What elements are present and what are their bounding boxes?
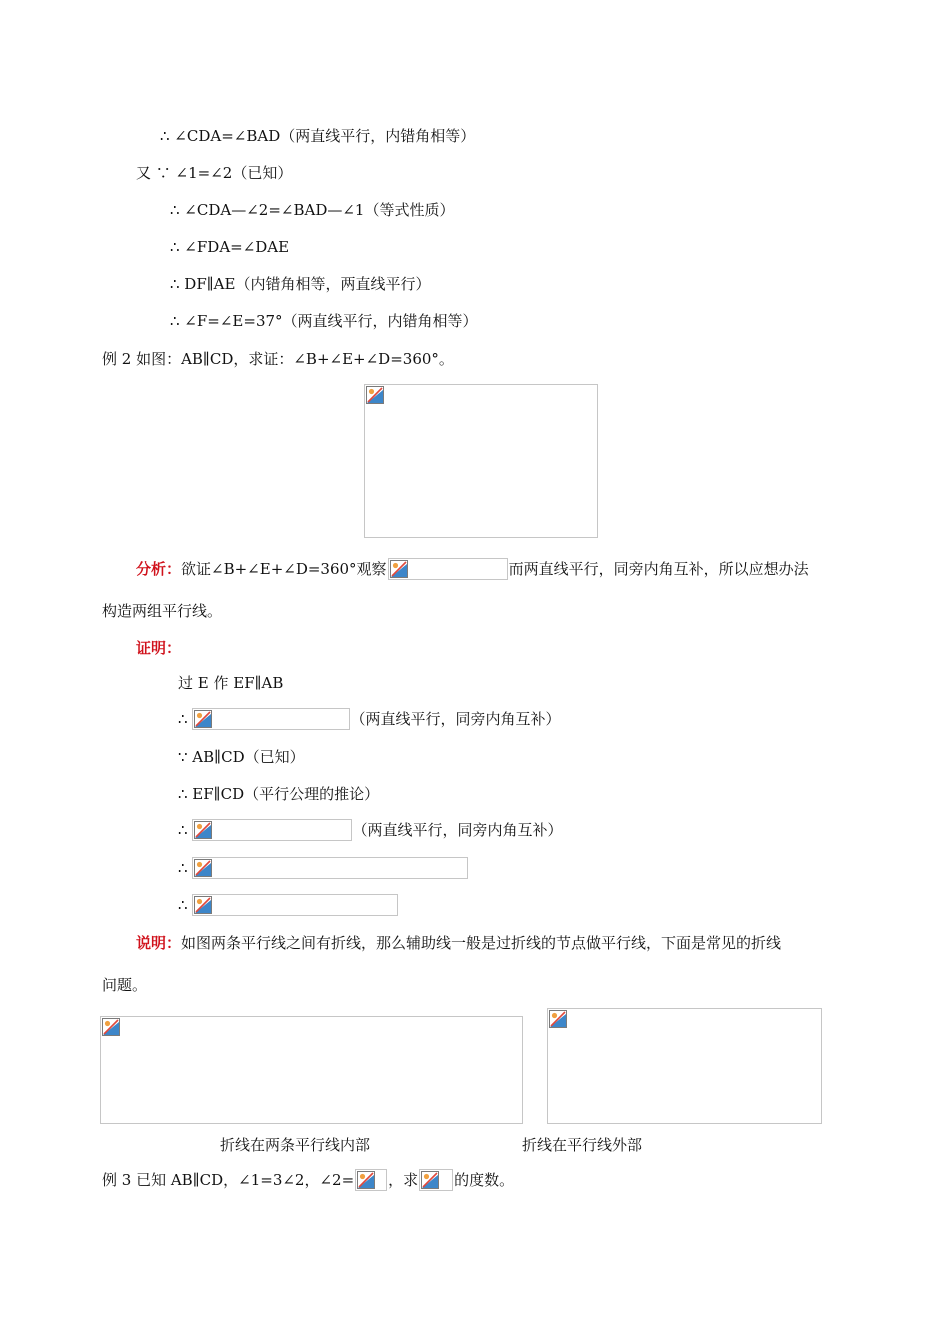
formula-placeholder xyxy=(192,894,398,916)
analysis-line-2: 构造两组平行线。 xyxy=(102,602,223,620)
proof2-step-2-reason: （两直线平行，同旁内角互补） xyxy=(350,710,561,728)
note-line-1 xyxy=(136,933,781,953)
proof2-label: 证明： xyxy=(136,639,182,657)
broken-image-icon xyxy=(194,859,212,877)
proof2-step-4: ∴ EF∥CD（平行公理的推论） xyxy=(178,785,380,803)
proof2-step-1: 过 E 作 EF∥AB xyxy=(178,674,284,692)
proof2-step-6 xyxy=(178,858,469,878)
broken-image-icon xyxy=(194,896,212,914)
example3-after: 的度数。 xyxy=(454,1171,515,1189)
broken-image-icon xyxy=(194,821,212,839)
proof1-line-1: ∴ ∠CDA=∠BAD（两直线平行，内错角相等） xyxy=(160,127,476,145)
broken-image-icon xyxy=(421,1171,439,1189)
broken-image-icon xyxy=(390,560,408,578)
analysis-line-1 xyxy=(136,559,809,579)
formula-placeholder xyxy=(419,1169,453,1191)
formula-placeholder xyxy=(192,708,350,730)
note-line-2: 问题。 xyxy=(102,976,148,994)
analysis-label: 分析： xyxy=(136,560,182,578)
note-text: 如图两条平行线之间有折线，那么辅助线一般是过折线的节点做平行线，下面是常见的折线 xyxy=(181,934,782,952)
example2-figure-placeholder xyxy=(364,384,598,538)
formula-placeholder xyxy=(192,819,352,841)
proof2-step-5-reason: （两直线平行，同旁内角互补） xyxy=(352,821,563,839)
proof1-line-2: 又 ∵ ∠1=∠2（已知） xyxy=(136,164,293,182)
formula-placeholder xyxy=(192,857,468,879)
example3-statement xyxy=(102,1170,514,1190)
proof2-step-2-prefix: ∴ xyxy=(178,710,188,728)
example3-middle: ，求 xyxy=(388,1171,419,1189)
broken-image-icon xyxy=(549,1010,567,1028)
proof1-line-5: ∴ DF∥AE（内错角相等，两直线平行） xyxy=(170,275,431,293)
proof1-line-4: ∴ ∠FDA=∠DAE xyxy=(170,238,290,256)
analysis-text-after: 而两直线平行，同旁内角互补，所以应想办法 xyxy=(508,560,809,578)
proof2-step-6-prefix: ∴ xyxy=(178,859,188,877)
broken-image-icon xyxy=(102,1018,120,1036)
proof1-line-6: ∴ ∠F=∠E=37°（两直线平行，内错角相等） xyxy=(170,312,478,330)
analysis-text-before: 欲证∠B+∠E+∠D=360°观察 xyxy=(181,560,387,578)
caption-outside: 折线在平行线外部 xyxy=(522,1136,643,1154)
broken-image-icon xyxy=(366,386,384,404)
proof1-line-3: ∴ ∠CDA—∠2=∠BAD—∠1（等式性质） xyxy=(170,201,455,219)
figure-inside-placeholder xyxy=(100,1016,523,1124)
formula-placeholder xyxy=(355,1169,387,1191)
proof2-step-7-prefix: ∴ xyxy=(178,896,188,914)
proof2-step-5 xyxy=(178,820,563,840)
broken-image-icon xyxy=(194,710,212,728)
figure-outside-placeholder xyxy=(547,1008,822,1124)
broken-image-icon xyxy=(357,1171,375,1189)
example2-statement: 例 2 如图：AB∥CD，求证：∠B+∠E+∠D=360°。 xyxy=(102,350,454,368)
inline-formula-placeholder xyxy=(388,558,508,580)
proof2-step-7 xyxy=(178,895,399,915)
note-label: 说明： xyxy=(136,934,182,952)
proof2-step-3: ∵ AB∥CD（已知） xyxy=(178,748,305,766)
proof2-step-2 xyxy=(178,709,561,729)
caption-inside: 折线在两条平行线内部 xyxy=(220,1136,371,1154)
proof2-step-5-prefix: ∴ xyxy=(178,821,188,839)
example3-before: 例 3 已知 AB∥CD，∠1=3∠2，∠2= xyxy=(102,1171,355,1189)
